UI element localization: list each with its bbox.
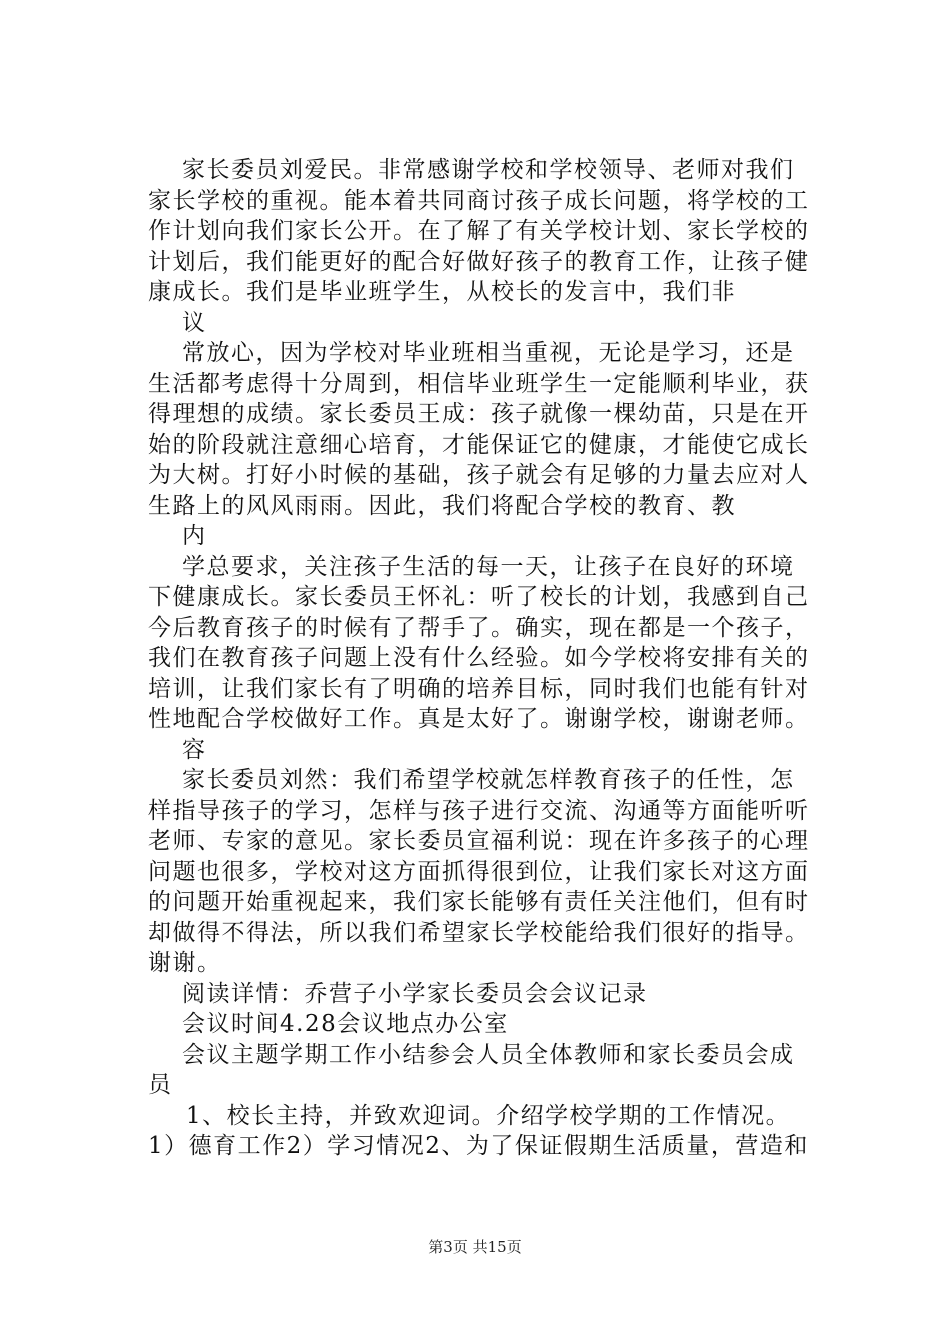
paragraph-line: 家长委员刘然：我们希望学校就怎样教育孩子的任性，怎 <box>182 767 795 793</box>
paragraph-line: 家长学校的重视。能本着共同商讨孩子成长问题，将学校的工 <box>148 187 810 214</box>
paragraph-line: 阅读详情：乔营子小学家长委员会会议记录 <box>182 980 648 1007</box>
paragraph-line: 性地配合学校做好工作。真是太好了。谢谢学校，谢谢老师。 <box>148 706 810 732</box>
paragraph-line: 学总要求，关注孩子生活的每一天，让孩子在良好的环境 <box>182 553 795 580</box>
paragraph-line: 老师、专家的意见。家长委员宣福利说：现在许多孩子的心理 <box>148 828 810 854</box>
agenda-item-line: 1）德育工作2）学习情况2、为了保证假期生活质量，营造和 <box>148 1133 809 1159</box>
agenda-item-line: 1、校长主持，并致欢迎词。介绍学校学期的工作情况。 <box>186 1102 791 1129</box>
page-footer: 第3页 共15页 <box>428 1238 522 1256</box>
paragraph-line: 始的阶段就注意细心培育，才能保证它的健康，才能使它成长 <box>148 431 810 458</box>
paragraph-line: 为大树。打好小时候的基础，孩子就会有足够的力量去应对人 <box>148 462 810 488</box>
paragraph-line: 下健康成长。家长委员王怀礼：听了校长的计划，我感到自己 <box>148 584 810 610</box>
paragraph-line: 家长委员刘爱民。非常感谢学校和学校领导、老师对我们 <box>182 157 795 183</box>
paragraph-line: 常放心，因为学校对毕业班相当重视，无论是学习，还是 <box>182 340 795 366</box>
document-body <box>148 155 848 1162</box>
paragraph-line: 生活都考虑得十分周到，相信毕业班学生一定能顺利毕业，获 <box>148 370 810 397</box>
paragraph-line: 生路上的风风雨雨。因此，我们将配合学校的教育、教 <box>148 492 736 519</box>
paragraph-line: 却做得不得法，所以我们希望家长学校能给我们很好的指导。 <box>148 919 810 946</box>
meeting-time-line: 会议时间4.28会议地点办公室 <box>182 1011 509 1037</box>
paragraph-line: 的问题开始重视起来，我们家长能够有责任关注他们，但有时 <box>148 889 810 915</box>
paragraph-line: 问题也很多，学校对这方面抓得很到位，让我们家长对这方面 <box>148 858 810 885</box>
fragment-char: 内 <box>182 523 207 549</box>
paragraph-line: 得理想的成绩。家长委员王成：孩子就像一棵幼苗，只是在开 <box>148 401 810 427</box>
paragraph-line: 我们在教育孩子问题上没有什么经验。如今学校将安排有关的 <box>148 645 810 671</box>
fragment-char: 议 <box>182 309 207 336</box>
meeting-topic-line: 会议主题学期工作小结参会人员全体教师和家长委员会成 <box>182 1041 795 1068</box>
paragraph-line: 今后教育孩子的时候有了帮手了。确实，现在都是一个孩子， <box>148 614 810 641</box>
paragraph-line: 培训，让我们家长有了明确的培养目标，同时我们也能有针对 <box>148 675 810 702</box>
paragraph-line: 员 <box>148 1072 173 1098</box>
paragraph-line: 谢谢。 <box>148 950 222 976</box>
fragment-char: 容 <box>182 736 207 763</box>
paragraph-line: 康成长。我们是毕业班学生，从校长的发言中，我们非 <box>148 279 736 305</box>
paragraph-line: 计划后，我们能更好的配合好做好孩子的教育工作，让孩子健 <box>148 248 810 275</box>
paragraph-line: 作计划向我们家长公开。在了解了有关学校计划、家长学校的 <box>148 218 810 244</box>
paragraph-line: 样指导孩子的学习，怎样与孩子进行交流、沟通等方面能听听 <box>148 797 810 824</box>
